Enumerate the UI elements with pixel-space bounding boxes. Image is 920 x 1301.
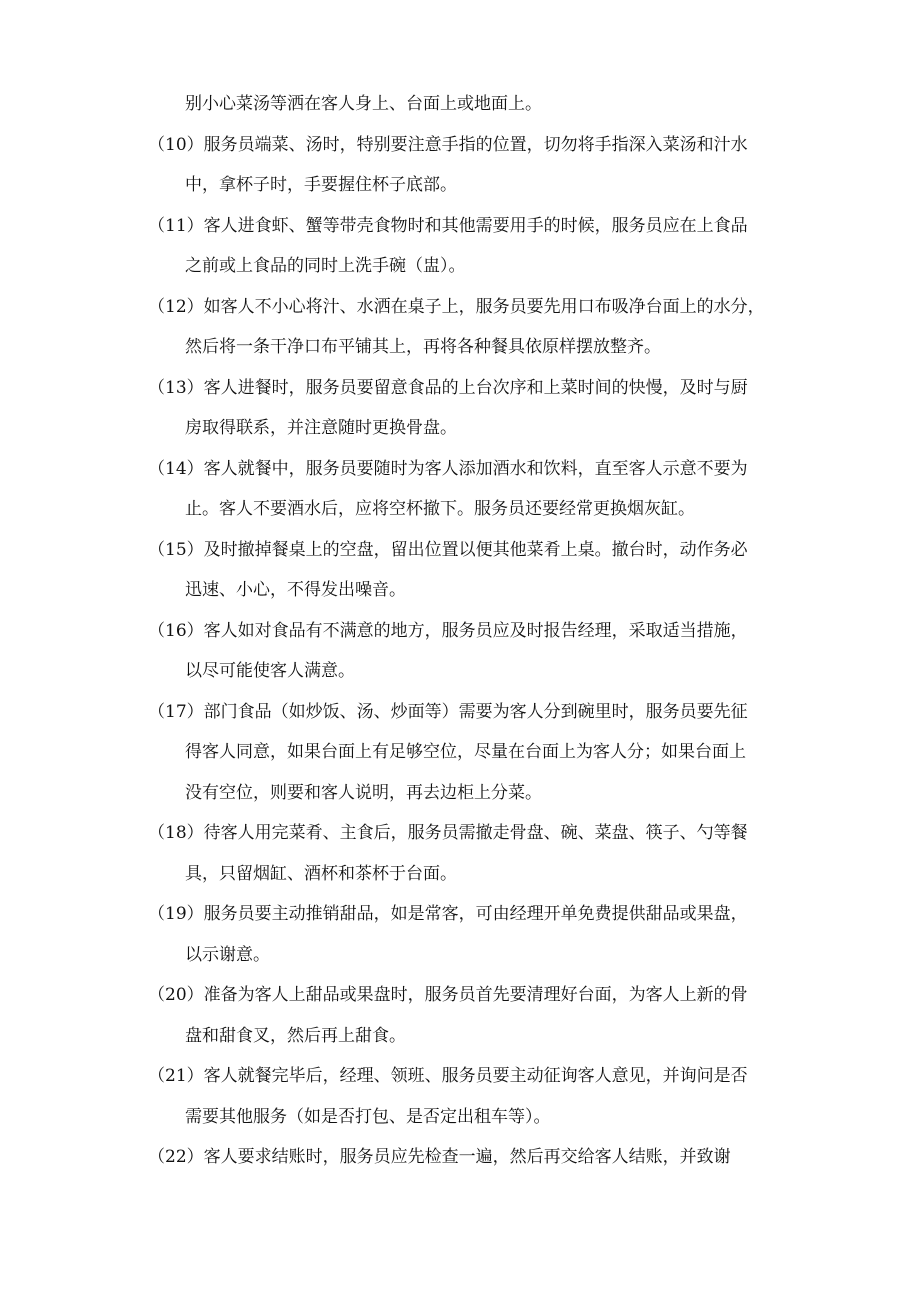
- item-number: （19）: [148, 904, 204, 924]
- paragraph: [148, 894, 798, 975]
- paragraph: [148, 206, 798, 287]
- paragraph-line: 如客人不小心将汁、水洒在桌子上，服务员要先用口布吸净台面上的水分，: [203, 296, 765, 317]
- paragraph-first-line: [148, 368, 798, 409]
- paragraph-first-line: [148, 692, 798, 733]
- paragraph: [148, 449, 798, 530]
- paragraph-line: 迅速、小心，不得发出噪音。: [185, 580, 406, 600]
- paragraph-line: 客人进食虾、蟹等带壳食物时和其他需要用手的时候，服务员应在上食品: [203, 215, 748, 236]
- paragraph-first-line: [148, 611, 798, 652]
- paragraph-line: 客人进餐时，服务员要留意食品的上台次序和上菜时间的快慢，及时与厨: [203, 377, 748, 398]
- item-number: （13）: [148, 377, 204, 398]
- paragraph-first-line: [148, 449, 798, 490]
- paragraph-first-line: [148, 1056, 798, 1097]
- paragraph-line: 以尽可能使客人满意。: [185, 661, 355, 681]
- paragraph: [148, 287, 798, 368]
- paragraph-line: 得客人同意，如果台面上有足够空位，尽量在台面上为客人分；如果台面上: [185, 742, 746, 762]
- paragraph-line: 待客人用完菜肴、主食后，服务员需撤走骨盘、碗、菜盘、筷子、勺等餐: [203, 823, 748, 843]
- paragraph-line: 客人要求结账时，服务员应先检查一遍，然后再交给客人结账，并致谢: [203, 1147, 731, 1167]
- paragraph: [148, 692, 798, 814]
- paragraph-line: 部门食品（如炒饭、汤、炒面等）需要为客人分到碗里时，服务员要先征: [203, 701, 748, 722]
- paragraph-line: 及时撤掉餐桌上的空盘，留出位置以便其他菜肴上桌。撤台时，动作务必: [203, 539, 748, 560]
- paragraph-line: 然后将一条干净口布平铺其上，再将各种餐具依原样摆放整齐。: [185, 337, 661, 357]
- paragraph: [148, 530, 798, 611]
- item-number: （20）: [148, 985, 204, 1005]
- paragraph-line: 中，拿杯子时，手要握住杯子底部。: [185, 175, 457, 195]
- paragraph-first-line: [148, 894, 798, 935]
- paragraph: [148, 1056, 798, 1137]
- paragraph-first-line: [148, 1137, 798, 1178]
- paragraph-first-line: [148, 287, 798, 328]
- paragraph-first-line: [148, 206, 798, 247]
- paragraph-line: 以示谢意。: [185, 944, 270, 965]
- item-number: （22）: [148, 1147, 204, 1167]
- paragraph: [148, 975, 798, 1056]
- paragraph-line: 盘和甜食叉，然后再上甜食。: [185, 1025, 406, 1046]
- item-number: （15）: [148, 539, 204, 560]
- paragraph-line: 房取得联系，并注意随时更换骨盘。: [185, 418, 457, 438]
- item-number: （14）: [148, 458, 204, 479]
- paragraph-line: 客人就餐中，服务员要随时为客人添加酒水和饮料，直至客人示意不要为: [203, 458, 748, 479]
- paragraph: [148, 611, 798, 692]
- paragraph-line: 需要其他服务（如是否打包、是否定出租车等）。: [185, 1106, 551, 1127]
- paragraph-line: 客人就餐完毕后，经理、领班、服务员要主动征询客人意见，并询问是否: [203, 1066, 748, 1086]
- item-number: （17）: [148, 701, 204, 722]
- paragraph-line: 止。客人不要酒水后，应将空杯撤下。服务员还要经常更换烟灰缸。: [185, 499, 695, 519]
- paragraph: [148, 84, 798, 125]
- paragraph-line: 服务员要主动推销甜品，如是常客，可由经理开单免费提供甜品或果盘，: [203, 904, 748, 924]
- paragraph-first-line: [148, 813, 798, 854]
- item-number: （16）: [148, 620, 204, 641]
- paragraph: [148, 368, 798, 449]
- paragraph-line: 没有空位，则要和客人说明，再去边柜上分菜。: [185, 782, 542, 803]
- paragraph-line: 之前或上食品的同时上洗手碗（盅）。: [185, 256, 466, 276]
- paragraph-line: 客人如对食品有不满意的地方，服务员应及时报告经理，采取适当措施，: [203, 620, 748, 641]
- item-number: （18）: [148, 823, 204, 843]
- item-number: （10）: [148, 134, 204, 155]
- paragraph: [148, 125, 798, 206]
- paragraph-first-line: [148, 125, 798, 166]
- paragraph-line: 准备为客人上甜品或果盘时，服务员首先要清理好台面，为客人上新的骨: [203, 985, 748, 1005]
- paragraph-first-line: [148, 530, 798, 571]
- paragraph: [148, 1137, 798, 1178]
- item-number: （21）: [148, 1066, 204, 1086]
- paragraph: [148, 813, 798, 894]
- paragraph-line: 服务员端菜、汤时，特别要注意手指的位置，切勿将手指深入菜汤和汁水: [203, 134, 748, 155]
- item-number: （12）: [148, 296, 204, 317]
- item-number: （11）: [148, 215, 204, 236]
- paragraph-line: 具，只留烟缸、酒杯和茶杯于台面。: [185, 863, 457, 884]
- paragraph-line: 别小心菜汤等洒在客人身上、台面上或地面上。: [185, 94, 542, 114]
- paragraph-first-line: [148, 975, 798, 1016]
